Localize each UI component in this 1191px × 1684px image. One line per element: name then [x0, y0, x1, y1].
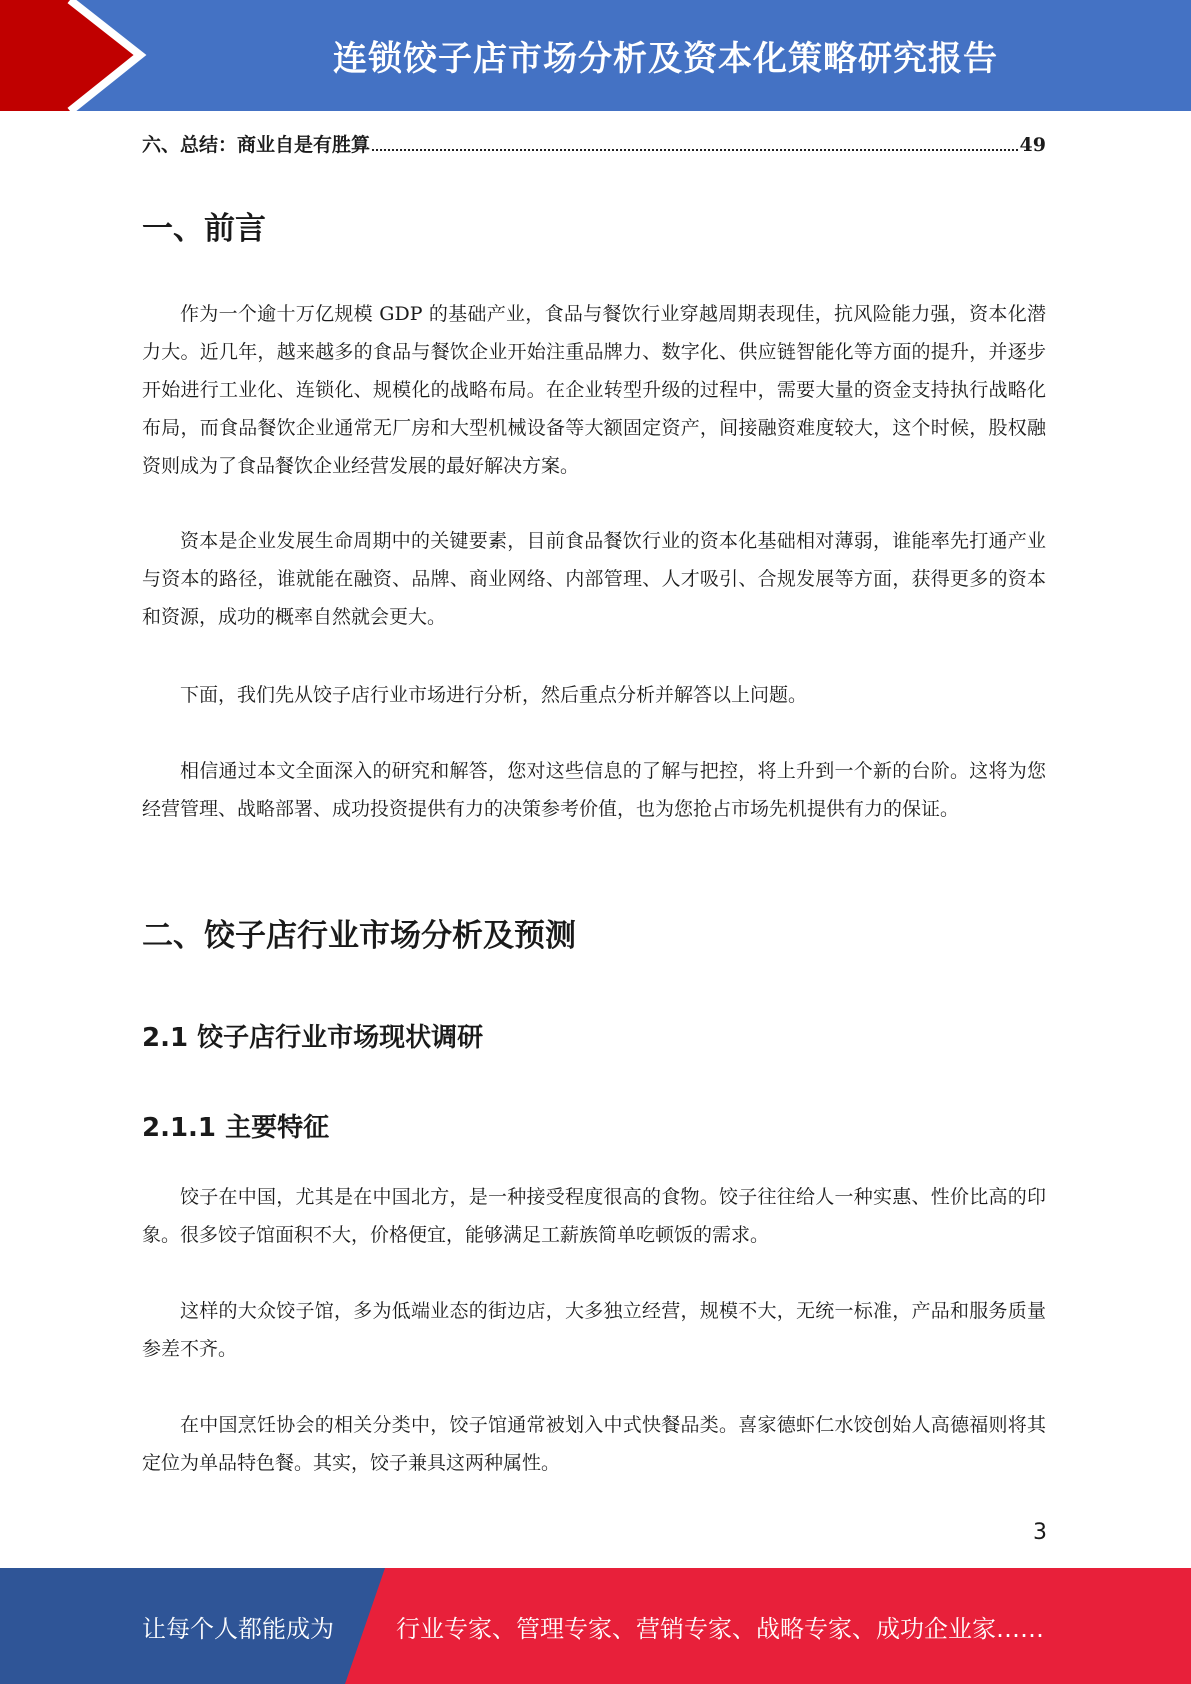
footer-slogan-right: 行业专家、管理专家、营销专家、战略专家、成功企业家……	[396, 1614, 1044, 1643]
intro-paragraph-4: 相信通过本文全面深入的研究和解答，您对这些信息的了解与把控，将上升到一个新的台阶。这将为您经营管理、战略部署、成功投资提供有力的决策参考价值，也为您抢占市场先机提供有力的保证。	[142, 760, 1046, 820]
toc-entry-page: 49	[1019, 134, 1046, 156]
features-paragraph-1: 饺子在中国，尤其是在中国北方，是一种接受程度很高的食物。饺子往往给人一种实惠、性价比高的印象。很多饺子馆面积不大，价格便宜，能够满足工薪族简单吃顿饭的需求。	[142, 1186, 1046, 1246]
intro-paragraph-1: 作为一个逾十万亿规模 GDP 的基础产业，食品与餐饮行业穿越周期表现佳，抗风险能力强，资本化潜力大。近几年，越来越多的食品与餐饮企业开始注重品牌力、数字化、供应链智能化等方面的提升，并逐步开始进行工业化、连锁化、规模化的战略布局。在企业转型升级的过程中，需要大量的资金支持执行战略化布局，而食品餐饮企业通常无厂房和大型机械设备等大额固定资产，间接融资难度较大，这个时候，股权融资则成为了食品餐饮企业经营发展的最好解决方案。	[142, 303, 1046, 477]
heading-market-analysis: 二、饺子店行业市场分析及预测	[142, 918, 576, 954]
page-footer	[0, 1568, 1191, 1684]
toc-entry[interactable]	[142, 130, 1046, 157]
heading-main-features: 2.1.1 主要特征	[142, 1113, 330, 1143]
toc-entry-label: 六、总结：商业自是有胜算	[142, 134, 371, 156]
features-paragraph-2: 这样的大众饺子馆，多为低端业态的街边店，大多独立经营，规模不大，无统一标准，产品和服务质量参差不齐。	[142, 1300, 1046, 1360]
toc-leader-dots	[372, 149, 1018, 151]
features-paragraph-3: 在中国烹饪协会的相关分类中，饺子馆通常被划入中式快餐品类。喜家德虾仁水饺创始人高德福则将其定位为单品特色餐。其实，饺子兼具这两种属性。	[142, 1414, 1046, 1474]
report-title: 连锁饺子店市场分析及资本化策略研究报告	[333, 39, 998, 79]
intro-paragraph-2: 资本是企业发展生命周期中的关键要素，目前食品餐饮行业的资本化基础相对薄弱，谁能率先打通产业与资本的路径，谁就能在融资、品牌、商业网络、内部管理、人才吸引、合规发展等方面，获得更多的资本和资源，成功的概率自然就会更大。	[142, 530, 1046, 628]
footer-slogan-left: 让每个人都能成为	[142, 1614, 334, 1643]
page-header	[0, 0, 1191, 111]
page-number: 3	[1033, 1520, 1047, 1545]
heading-market-status: 2.1 饺子店行业市场现状调研	[142, 1023, 484, 1053]
intro-paragraph-3: 下面，我们先从饺子店行业市场进行分析，然后重点分析并解答以上问题。	[180, 684, 808, 706]
heading-intro: 一、前言	[142, 211, 266, 247]
